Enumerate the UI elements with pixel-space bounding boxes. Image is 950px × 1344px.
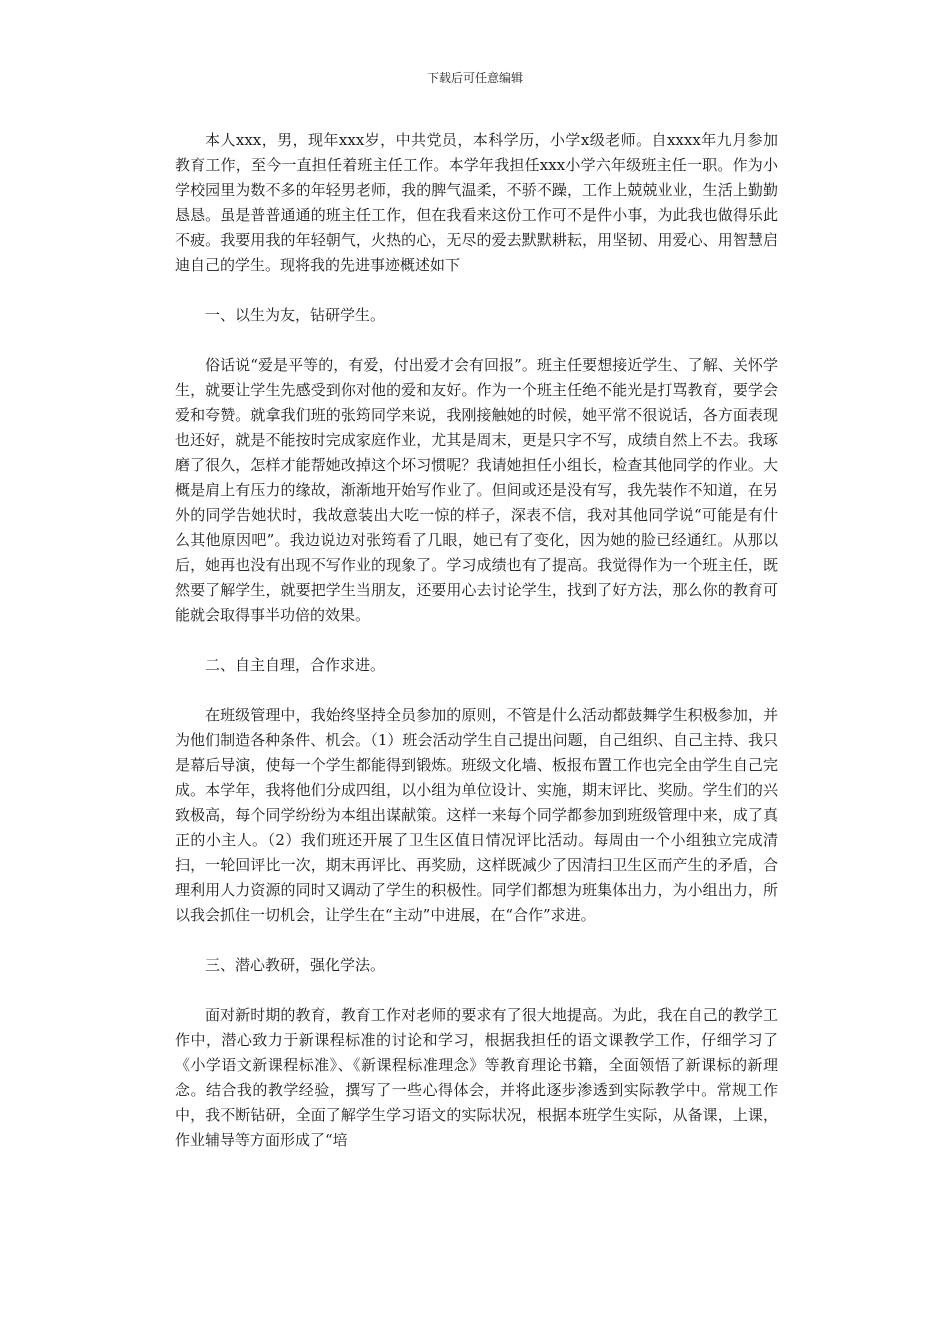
document-body [175,128,778,1153]
section-heading-1: 一、以生为友，钻研学生。 [205,306,386,324]
intro-paragraph: 本人xxx，男，现年xxx岁，中共党员，本科学历，小学x级老师。自xxxx年九月参加教育工作，至今一直担任着班主任工作。本学年我担任xxx小学六年级班主任一职。作为小学校园里为数不多的年轻男老师，我的脾气温柔，不骄不躁，工作上兢兢业业，生活上勤勤恳恳。虽是普普通通的班主任工作，但在我看来这份工作可不是件小事，为此我也做得乐此不疲。我要用我的年轻朝气，火热的心，无尽的爱去默默耕耘，用坚韧、用爱心、用智慧启迪自己的学生。现将我的先进事迹概述如下 [175,131,778,274]
spacer [175,978,778,1003]
spacer [175,678,778,703]
spacer [175,928,778,953]
section-2-paragraph: 在班级管理中，我始终坚持全员参加的原则，不管是什么活动都鼓舞学生积极参加，并为他们制造各种条件、机会。（1）班会活动学生自己提出问题，自己组织、自己主持、我只是幕后导演，使每一个学生都能得到锻炼。班级文化墙、板报布置工作也完全由学生自己完成。本学年，我将他们分成四组，以小组为单位设计、实施，期末评比、奖励。学生们的兴致极高，每个同学纷纷为本组出谋献策。这样一来每个同学都参加到班级管理中来，成了真正的小主人。（2）我们班还开展了卫生区值日情况评比活动。每周由一个小组独立完成清扫，一轮回评比一次，期末再评比、再奖励，这样既减少了因清扫卫生区而产生的矛盾，合理利用人力资源的同时又调动了学生的积极性。同学们都想为班集体出力，为小组出力，所以我会抓住一切机会，让学生在“主动”中进展，在“合作”求进。 [175,706,778,924]
section-3-paragraph: 面对新时期的教育，教育工作对老师的要求有了很大地提高。为此，我在自己的教学工作中，潜心致力于新课程标准的讨论和学习，根据我担任的语文课教学工作，仔细学习了《小学语文新课程标准》、《新课程标准理念》等教育理论书籍，全面领悟了新课标的新理念。结合我的教学经验，撰写了一些心得体会，并将此逐步渗透到实际教学中。常规工作中，我不断钻研，全面了解学生学习语文的实际状况，根据本班学生实际，从备课，上课，作业辅导等方面形成了“培 [175,1006,778,1149]
spacer [175,628,778,653]
download-editable-note: 下载后可任意编辑 [426,71,523,85]
spacer [175,278,778,303]
spacer [175,328,778,353]
section-heading-2: 二、自主自理，合作求进。 [205,656,386,674]
section-heading-3: 三、潜心教研，强化学法。 [205,956,386,974]
section-1-paragraph: 俗话说“爱是平等的，有爱，付出爱才会有回报”。班主任要想接近学生、了解、关怀学生，就要让学生先感受到你对他的爱和友好。作为一个班主任绝不能光是打骂教育，要学会爱和夸赞。就拿我们班的张筠同学来说，我刚接触她的时候，她平常不很说话，各方面表现也还好，就是不能按时完成家庭作业，尤其是周末，更是只字不写，成绩自然上不去。我琢磨了很久，怎样才能帮她改掉这个坏习惯呢？我请她担任小组长，检查其他同学的作业。大概是肩上有压力的缘故，渐渐地开始写作业了。但间或还是没有写，我先装作不知道，在另外的同学告她状时，我故意装出大吃一惊的样子，深表不信，我对其他同学说“可能是有什么其他原因吧”。我边说边对张筠看了几眼，她已有了变化，因为她的脸已经通红。从那以后，她再也没有出现不写作业的现象了。学习成绩也有了提高。我觉得作为一个班主任，既然要了解学生，就要把学生当朋友，还要用心去讨论学生，找到了好方法，那么你的教育可能就会取得事半功倍的效果。 [175,356,778,624]
